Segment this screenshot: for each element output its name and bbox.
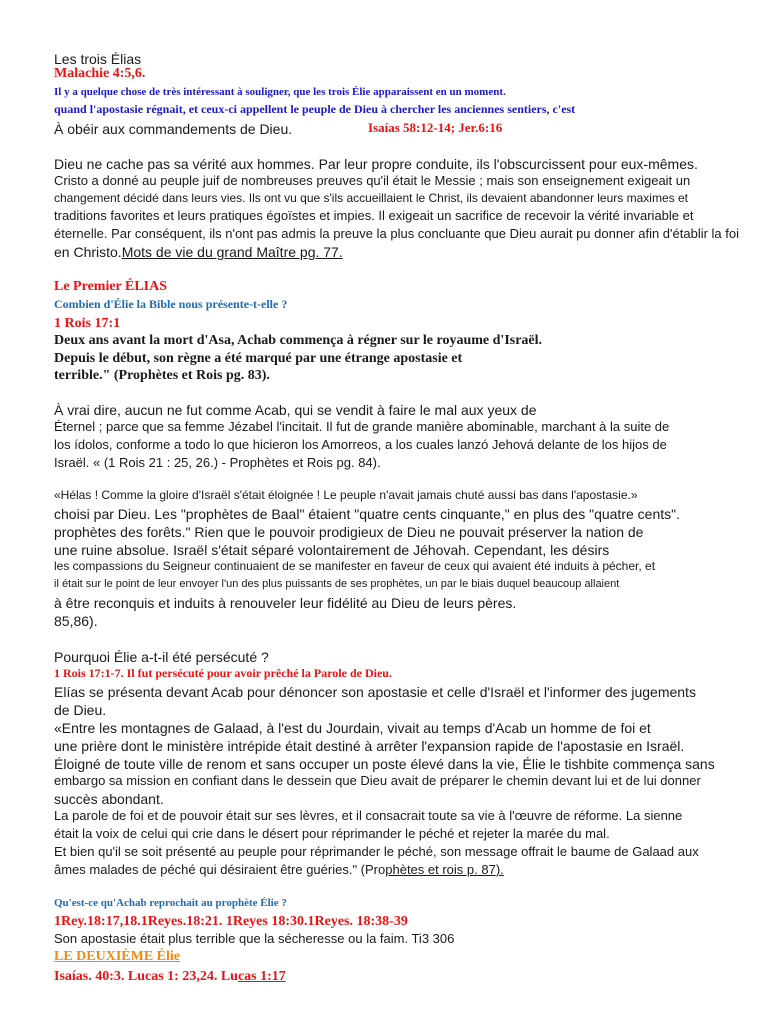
para2-line-4: Israël. « (1 Rois 21 : 25, 26.) - Prophètes et Rois pg. 84). [54,455,381,470]
para1-end: en Christo. [54,244,122,260]
ref-isaias-lucas-b: cas 1:17 [237,969,286,984]
question-achab: Qu'est-ce qu'Achab reprochait au prophète Élie ? [54,897,287,909]
para4-line-10: Et bien qu'il se soit présenté au peuple pour réprimander le péché, son message offrait le baume de Galaad aux [54,844,699,859]
para1-line-2: Cristo a donné au peuple juif de nombreuses preuves qu'il était le Messie ; mais son enseignement exigeait un [54,173,691,188]
para3-line-5: les compassions du Seigneur continuaient de se manifester en faveur de ceux qui avaient été induits à pécher, et [54,559,656,573]
para1-line-6 [54,244,406,260]
para1-line-5: éternelle. Par conséquent, ils n'ont pas admis la preuve la plus concluante que Dieu aurait pu donner afin d'établir la foi [54,226,740,241]
para3-line-1: «Hélas ! Comme la gloire d'Israël s'était éloignée ! Le peuple n'avait jamais chuté aussi bas dans l'apostasie.» [54,488,638,502]
para3-line-7: à être reconquis et induits à renouveler leur fidélité au Dieu de leurs pères. [54,595,517,611]
intro-blue-line-2: quand l'apostasie régnait, et ceux-ci appellent le peuple de Dieu à chercher les anciennes sentiers, c'est [54,102,576,116]
bold-quote-line-1: Deux ans avant la mort d'Asa, Achab commença à régner sur le royaume d'Israël. [54,333,543,348]
para2-line-1: À vrai dire, aucun ne fut comme Acab, qui se vendit à faire le mal aux yeux de [54,402,537,418]
ref-persecute: 1 Rois 17:1-7. Il fut persécuté pour avoir prêché la Parole de Dieu. [54,666,392,680]
bold-quote-line-2: Depuis le début, son règne a été marqué par une étrange apostasie et [54,351,463,366]
ref-isaias-jer: Isaías 58:12-14; Jer.6:16 [368,120,503,135]
intro-obeir: À obéir aux commandements de Dieu. [54,121,293,137]
para4-line-6: embargo sa mission en confiant dans le dessein que Dieu avait de préparer le chemin devant lui et de lui donner [54,773,701,788]
para4-line-11 [54,863,563,878]
bold-quote-line-3: terrible." (Prophètes et Rois pg. 83). [54,368,270,383]
para4-end: âmes malades de péché qui désiraient être guéries." (Pro [54,862,386,877]
para3-line-6: il était sur le point de leur envoyer l'un des plus puissants de ses prophètes, un par le biais duquel beaucoup allaient [54,578,620,590]
document-title: Les trois Élias [54,51,142,67]
para1-line-1: Dieu ne cache pas sa vérité aux hommes. Par leur propre conduite, ils l'obscurcissent pour eux-mêmes. [54,156,698,172]
section1-question: Combien d'Élie la Bible nous présente-t-elle ? [54,297,288,311]
section2-title-text: LE DEUXIÈME Élie [54,949,181,964]
para4-line-9: était la voix de celui qui crie dans le désert pour réprimander le péché et rejeter la marée du mal. [54,826,610,841]
para3-line-8: 85,86). [54,613,98,629]
section2-title [54,949,186,965]
para4-source: phètes et rois p. 87). [385,862,504,877]
para3-line-3: prophètes des forêts." Rien que le pouvoir prodigieux de Dieu ne pouvait préserver la nation de [54,524,644,540]
ref-rey: 1Rey.18:17,18.1Reyes.18:21. 1Reyes 18:30.1Reyes. 18:38-39 [54,914,408,929]
para4-line-7: succès abondant. [54,791,164,807]
para1-source: Mots de vie du grand Maître pg. 77. [121,244,343,260]
para4-line-8: La parole de foi et de pouvoir était sur ses lèvres, et il consacrait toute sa vie à l'œuvre de réforme. La sienne [54,808,683,823]
section1-title: Le Premier ÉLIAS [54,279,168,294]
ref-isaias-lucas [54,969,320,985]
para3-line-4: une ruine absolue. Israël s'était séparé volontairement de Jéhovah. Cependant, les désirs [54,542,610,558]
para2-line-3: los ídolos, conforme a todo lo que hicieron los Amorreos, a los cuales lanzó Jehová delante de los hijos de [54,437,667,452]
para3-line-2: choisi par Dieu. Les "prophètes de Baal" étaient "quatre cents cinquante," en plus des "quatre cents". [54,506,680,522]
para2-line-2: Éternel ; parce que sa femme Jézabel l'incitait. Il fut de grande manière abominable, marchant à la suite de [54,419,670,434]
ref-1-rois-17-1: 1 Rois 17:1 [54,316,121,331]
para1-line-4: traditions favorites et leurs pratiques égoïstes et impies. Il exigeait un sacrifice de recevoir la vérité invariable et [54,208,694,223]
question-persecute: Pourquoi Élie a-t-il été persécuté ? [54,649,269,665]
ref-isaias-lucas-a: Isaías. 40:3. Lucas 1: 23,24. Lu [54,969,238,984]
secheresse-line: Son apostasie était plus terrible que la sécheresse ou la faim. Ti3 306 [54,931,455,946]
ref-malachie: Malachie 4:5,6. [54,66,146,81]
para4-line-1: Elías se présenta devant Acab pour dénoncer son apostasie et celle d'Israël et l'informer des jugements [54,684,696,700]
para4-line-2: de Dieu. [54,702,107,718]
para1-line-3: changement décidé dans leurs vies. Ils ont vu que s'ils accueillaient le Christ, ils devaient abandonner leurs maximes et [54,191,688,205]
para4-line-4: une prière dont le ministère intrépide était destiné à arrêter l'expansion rapide de l'apostasie en Israël. [54,738,685,754]
para4-line-5: Éloigné de toute ville de renom et sans occuper un poste élevé dans la vie, Élie le tishbite commença sans [54,756,715,772]
para4-line-3: «Entre les montagnes de Galaad, à l'est du Jourdain, vivait au temps d'Acab un homme de foi et [54,720,651,736]
intro-blue-line-1: Il y a quelque chose de très intéressant à souligner, que les trois Élie apparaissent en un moment. [54,86,506,98]
